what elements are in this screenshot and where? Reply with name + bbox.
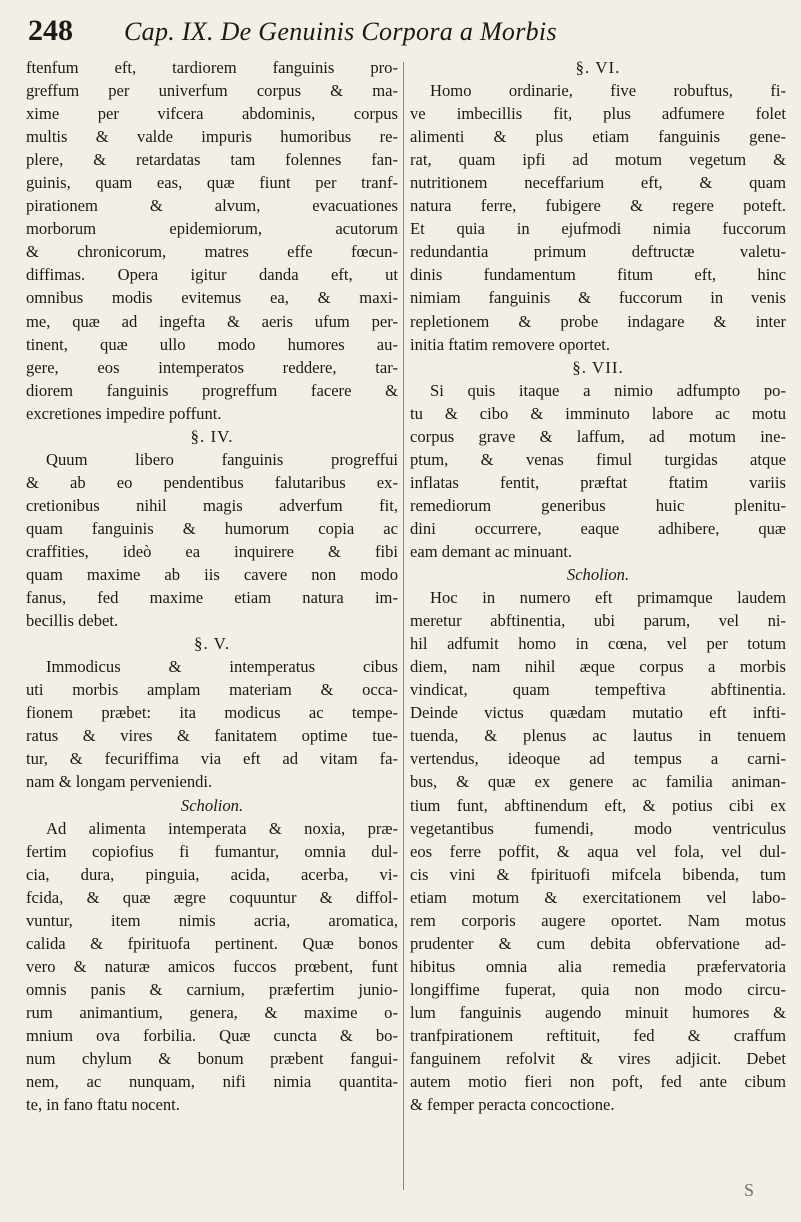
text-line: lum fanguinis augendo minuit humores & xyxy=(410,1002,786,1022)
text-line: vegetantibus fumendi, modo ventriculus xyxy=(410,818,786,838)
text-line: rum animantium, genera, & maxime o- xyxy=(26,1002,398,1022)
page-header xyxy=(28,14,773,58)
text-line: fanguinem refolvit & vires adjicit. Debet xyxy=(410,1049,786,1069)
text-line: craffities, ideò ea inquirere & fibi xyxy=(26,541,398,561)
section-heading: §. IV. xyxy=(190,426,234,446)
text-line: Deinde victus quædam mutatio eft infti- xyxy=(410,703,786,723)
text-line: meretur abftinentia, ubi parum, vel ni- xyxy=(410,611,786,631)
text-line: fanus, fed maxime etiam natura im- xyxy=(26,588,398,608)
text-line: Hoc in numero eft primamque laudem xyxy=(430,588,786,608)
text-line: uti morbis amplam materiam & occa- xyxy=(26,680,398,700)
text-line: dinis fundamentum fitum eft, hinc xyxy=(410,265,786,285)
text-line: ve imbecillis fit, plus adfumere folet xyxy=(410,104,786,124)
text-line: greffum per univerfum corpus & ma- xyxy=(26,81,398,101)
text-line: omnis panis & carnium, præfertim junio- xyxy=(26,979,398,999)
text-line: fertim copiofius fi fumantur, omnia dul- xyxy=(26,841,398,861)
text-line: morborum epidemiorum, acutorum xyxy=(26,219,398,239)
text-line: Et quia in ejufmodi nimia fuccorum xyxy=(410,219,786,239)
text-line: guinis, quam eas, quæ fiunt per tranf- xyxy=(26,173,398,193)
text-line: pirationem & alvum, evacuationes xyxy=(26,196,398,216)
text-line: gere, eos intemperatos reddere, tar- xyxy=(26,357,398,377)
text-line: Quum libero fanguinis progreffui xyxy=(46,449,398,469)
text-line: ftenfum eft, tardiorem fanguinis pro- xyxy=(26,58,398,77)
text-line: nimiam fanguinis & fuccorum in venis xyxy=(410,288,786,308)
text-line: corpus grave & laffum, ad motum ine- xyxy=(410,426,786,446)
text-line: ptum, & venas fimul turgidas atque xyxy=(410,449,786,469)
running-head: Cap. IX. De Genuinis Corpora a Morbis xyxy=(124,17,557,46)
text-line: vuntur, item nimis acria, aromatica, xyxy=(26,910,398,930)
text-line: tranfpirationem reftituit, fed & craffum xyxy=(410,1025,786,1045)
text-line: nutritionem neceffarium eft, & quam xyxy=(410,173,786,193)
text-line: inflatas fentit, præftat ftatim variis xyxy=(410,472,786,492)
text-line: tium funt, abftinendum eft, & potius cibi ex xyxy=(410,795,786,815)
signature-mark: S xyxy=(744,1180,755,1200)
section-heading: §. VI. xyxy=(575,58,621,77)
text-line: cia, dura, pinguia, acida, acerba, vi- xyxy=(26,864,398,884)
text-line: tuenda, & plenus ac lautus in tenuem xyxy=(410,726,786,746)
text-line: prudenter & cum debita obfervatione ad- xyxy=(410,933,786,953)
text-line: & chronicorum, matres effe fœcun- xyxy=(26,242,398,262)
text-line: tu & cibo & imminuto labore ac motu xyxy=(410,403,786,423)
text-line: eam demant ac minuant. xyxy=(410,541,573,561)
scholion-heading: Scholion. xyxy=(180,795,244,815)
column-divider xyxy=(403,62,404,1190)
text-line: rat, quam ipfi ad motum vegetum & xyxy=(410,150,786,170)
text-line: omnibus modis evitemus ea, & maxi- xyxy=(26,288,398,308)
text-line: & ab eo pendentibus falutaribus ex- xyxy=(26,472,398,492)
text-line: bus, & quæ ex genere ac familia animan- xyxy=(410,772,786,792)
text-line: mnium ova forbilia. Quæ cuncta & bo- xyxy=(26,1025,398,1045)
text-line: rem corporis augere oportet. Nam motus xyxy=(410,910,786,930)
section-heading: §. VII. xyxy=(572,357,624,377)
text-line: hibitus omnia alia remedia præfervatoria xyxy=(410,956,786,976)
text-line: vero & naturæ amicos fuccos prœbent, funt xyxy=(26,956,398,976)
text-line: num chylum & bonum præbent fangui- xyxy=(26,1049,398,1069)
text-line: fionem præbet: ita modicus ac tempe- xyxy=(26,703,398,723)
text-line: eos ferre poffit, & aqua vel fola, vel dul- xyxy=(410,841,786,861)
right-column xyxy=(410,56,786,1116)
text-line: diorem fanguinis progreffum facere & xyxy=(26,380,398,400)
text-line: tur, & fecuriffima via eft ad vitam fa- xyxy=(26,749,398,769)
text-line: vertendus, ideoque ad tempus a carni- xyxy=(410,749,786,769)
text-line: vindicat, quam tempeftiva abftinentia. xyxy=(410,680,786,700)
text-line: quam fanguinis & humorum copia ac xyxy=(26,518,398,538)
text-line: nam & longam perveniendi. xyxy=(26,772,213,792)
text-line: fcida, & quæ ægre coquuntur & diffol- xyxy=(26,887,398,907)
text-line: etiam motum & exercitationem vel labo- xyxy=(410,887,786,907)
text-line: natura ferre, fubigere & regere poteft. xyxy=(410,196,786,216)
text-line: me, quæ ad ingefta & aeris ufum per- xyxy=(26,311,398,331)
scholion-heading: Scholion. xyxy=(566,565,630,585)
text-line: cretionibus nihil magis adverfum fit, xyxy=(26,495,398,515)
text-line: excretiones impedire poffunt. xyxy=(26,403,222,423)
text-line: autem motio fieri non poft, fed ante cibum xyxy=(410,1072,786,1092)
text-line: diffimas. Opera igitur danda eft, ut xyxy=(26,265,398,285)
text-line: & femper peracta concoctione. xyxy=(410,1095,615,1115)
text-line: longiffime fuperat, quia non modo circu- xyxy=(410,979,786,999)
text-line: tinent, quæ ullo modo humores au- xyxy=(26,334,398,354)
text-line: Ad alimenta intemperata & noxia, præ- xyxy=(46,818,398,838)
page-number: 248 xyxy=(28,14,73,47)
section-heading: §. V. xyxy=(193,634,231,654)
text-line: repletionem & probe indagare & inter xyxy=(410,311,786,331)
text-line: quam maxime ab iis cavere non modo xyxy=(26,565,398,585)
text-line: becillis debet. xyxy=(26,611,119,631)
text-line: ratus & vires & fanitatem optime tue- xyxy=(26,726,398,746)
left-column xyxy=(26,56,398,1116)
text-line: hil adfumit homo in cœna, vel per totum xyxy=(410,634,786,654)
text-line: nem, ac nunquam, nifi nimia quantita- xyxy=(26,1072,398,1092)
text-line: remediorum generibus huic plenitu- xyxy=(410,495,786,515)
text-line: initia ftatim removere oportet. xyxy=(410,334,610,354)
text-line: diem, nam nihil æque corpus a morbis xyxy=(410,657,786,677)
text-line: te, in fano ftatu nocent. xyxy=(26,1095,180,1115)
text-line: alimenti & plus etiam fanguinis gene- xyxy=(410,127,786,147)
text-line: Si quis itaque a nimio adfumpto po- xyxy=(430,380,786,400)
text-line: plere, & retardatas tam folennes fan- xyxy=(26,150,398,170)
text-line: Immodicus & intemperatus cibus xyxy=(46,657,398,677)
text-line: calida & fpirituofa pertinent. Quæ bonos xyxy=(26,933,398,953)
text-line: dini occurrere, eaque adhibere, quæ xyxy=(410,518,786,538)
text-line: cis vini & fpirituofi mifcela bibenda, tum xyxy=(410,864,786,884)
text-line: multis & valde impuris humoribus re- xyxy=(26,127,398,147)
text-line: redundantia primum deftructæ valetu- xyxy=(410,242,786,262)
text-line: Homo ordinarie, five robuftus, fi- xyxy=(430,81,786,101)
text-line: xime per vifcera abdominis, corpus xyxy=(26,104,398,124)
